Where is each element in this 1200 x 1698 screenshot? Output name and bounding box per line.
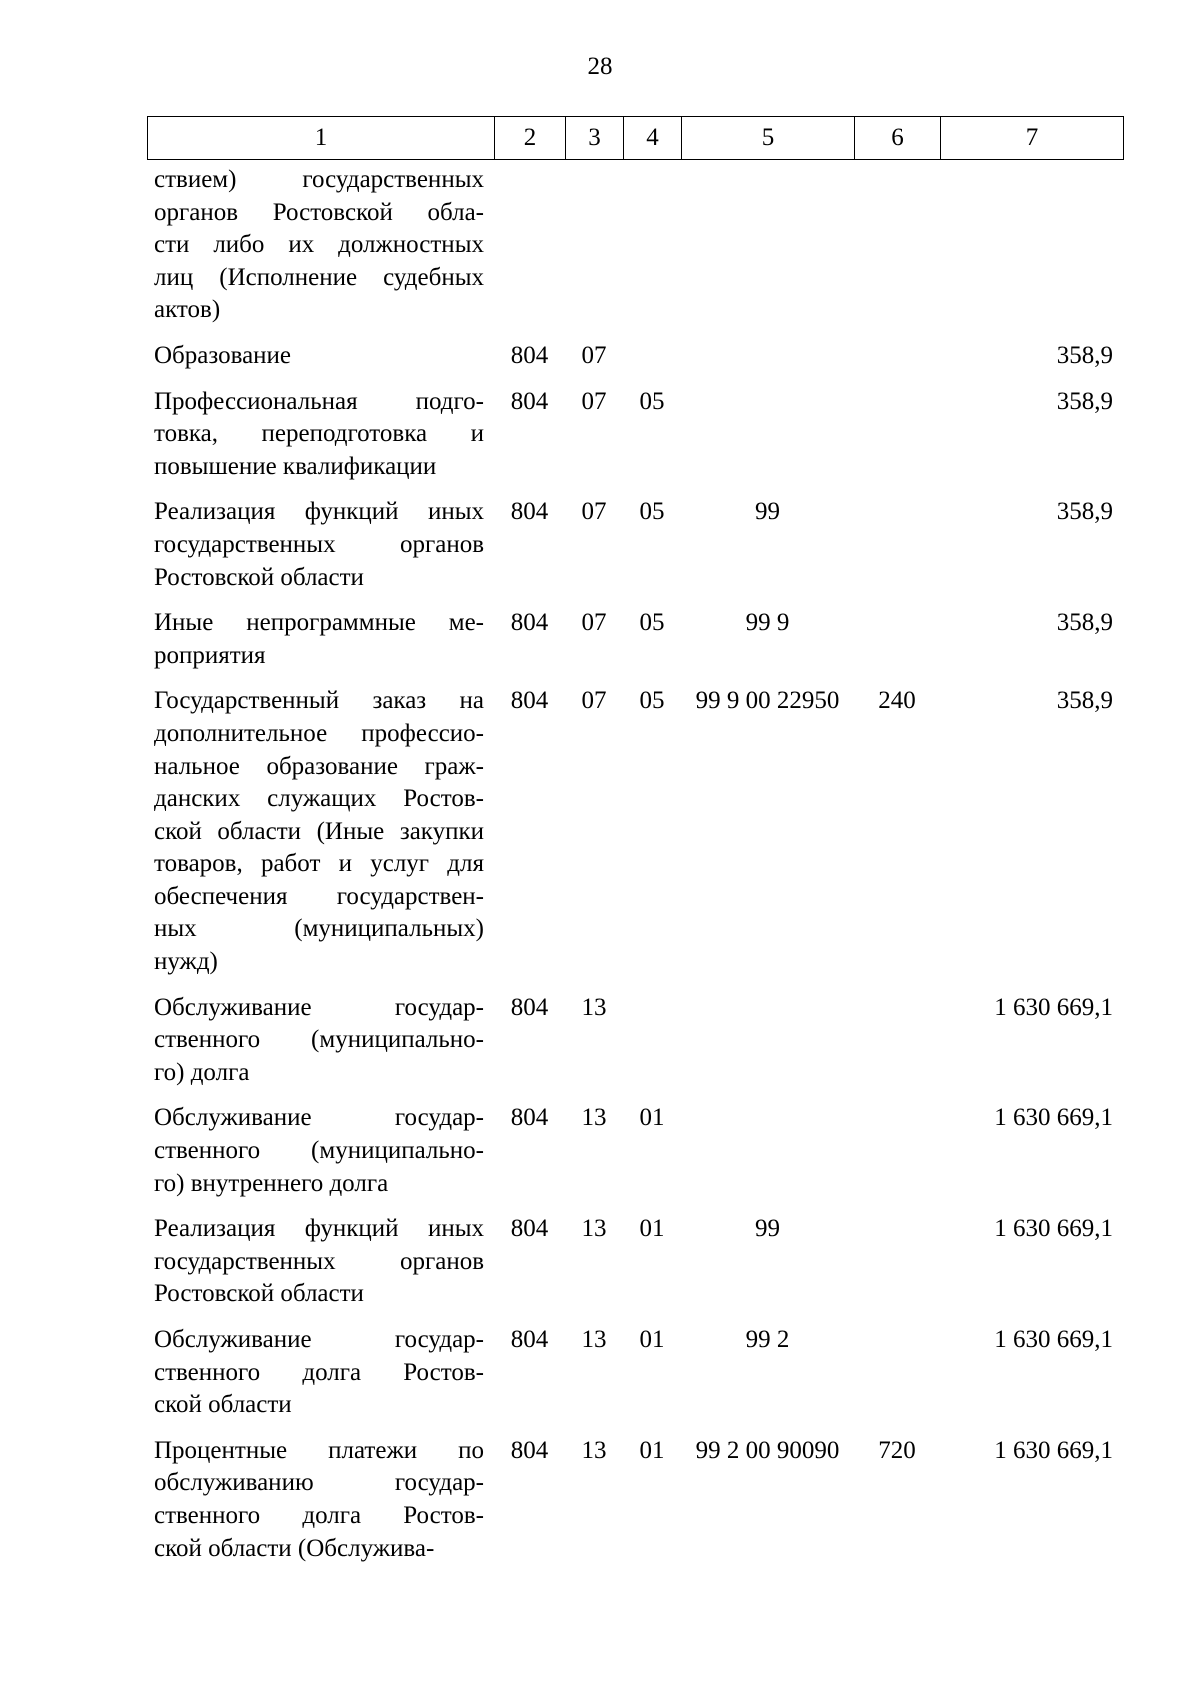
row-name-line: Обслуживание государ- [154,1104,484,1132]
row-chapter-code: 13 [581,1215,607,1243]
row-section-code: 804 [510,993,549,1021]
row-name-line: Ростовской области [154,1280,364,1308]
row-section-code: 804 [510,1436,549,1464]
header-col-4: 4 [624,117,682,160]
header-col-2: 2 [495,117,566,160]
row-name-line: Реализация функций иных [154,1215,484,1243]
row-name [147,1213,494,1311]
row-amount: 1 630 669,1 [994,993,1113,1021]
row-chapter-code: 13 [581,1104,607,1132]
row-name-line: го) долга [154,1058,250,1086]
row-name-line: обеспечения государствен- [154,882,484,910]
row-name-line: Ростовской области [154,563,364,591]
row-target-article: 99 9 [745,609,790,637]
row-subsection-code: 05 [639,609,665,637]
row-name-line: актов) [154,296,221,324]
row-target-article: 99 [755,498,780,526]
row-name [147,607,494,672]
header-col-3: 3 [566,117,624,160]
row-section-code: 804 [510,387,549,415]
row-amount: 1 630 669,1 [994,1326,1113,1353]
row-amount: 358,9 [1056,498,1113,526]
row-section-code: 804 [510,1104,549,1132]
row-subsection-code: 01 [639,1215,665,1243]
row-amount: 358,9 [1056,387,1113,415]
row-name-line: органов Ростовской обла- [154,198,484,226]
row-name [147,1435,494,1565]
row-target-article: 99 2 [745,1326,790,1353]
row-section-code: 804 [510,609,549,637]
table-body [147,164,1123,1565]
row-section-code: 804 [510,687,549,715]
row-section-code: 804 [510,341,549,369]
header-col-5: 5 [682,117,855,160]
row-name-line: государственных органов [154,530,484,558]
row-name [147,496,494,594]
table-row [147,340,1123,373]
row-chapter-code: 13 [581,1436,607,1464]
table-row [147,1435,1123,1565]
row-subsection-code: 01 [639,1436,665,1464]
row-name-line: ской области (Иные закупки [154,817,484,845]
row-name-line: товаров, работ и услуг для [154,850,484,878]
row-name-line: Реализация функций иных [154,498,484,526]
row-subsection-code: 01 [639,1104,665,1132]
row-amount: 1 630 669,1 [994,1104,1113,1132]
header-col-1: 1 [148,117,495,160]
row-amount: 358,9 [1056,341,1113,369]
row-name [147,164,494,327]
row-name-line: ской области [154,1391,292,1419]
row-name-line: государственных органов [154,1247,484,1275]
row-target-article: 99 [755,1215,780,1243]
row-section-code: 804 [510,1326,549,1353]
row-name-line: нужд) [154,948,218,976]
row-chapter-code: 07 [581,341,607,369]
row-name [147,685,494,978]
row-subsection-code: 05 [639,498,665,526]
row-target-article: 99 2 00 90090 [695,1436,840,1464]
row-name-line: ственного долга Ростов- [154,1358,484,1386]
row-name-line: Профессиональная подго- [154,387,484,415]
row-section-code: 804 [510,498,549,526]
table-row [147,386,1123,484]
row-name [147,1324,494,1422]
row-name-line: товка, переподготовка и [154,420,484,448]
row-name-line: дополнительное профессио- [154,719,484,747]
header-col-7: 7 [941,117,1124,160]
row-name-line: роприятия [154,641,266,669]
row-name-line: Обслуживание государ- [154,1326,484,1353]
row-target-article: 99 9 00 22950 [695,687,840,715]
page-number: 28 [587,53,613,80]
row-amount: 358,9 [1056,687,1113,715]
row-subsection-code: 05 [639,387,665,415]
row-name-line: Образование [154,341,292,369]
row-subsection-code: 01 [639,1326,665,1353]
row-name-line: лиц (Исполнение судебных [154,263,484,291]
table-row [147,607,1123,672]
row-expense-type: 240 [878,687,916,715]
table-row [147,1324,1123,1422]
row-name-line: сти либо их должностных [154,231,484,259]
row-name-line: ской области (Обслужива- [154,1534,435,1562]
row-expense-type: 720 [878,1436,916,1464]
row-name [147,1102,494,1200]
row-name-line: данских служащих Ростов- [154,785,484,813]
table-header [147,116,1124,160]
row-name-line: нальное образование граж- [154,752,484,780]
row-name-line: Иные непрограммные ме- [154,609,484,637]
row-name-line: ных (муниципальных) [154,915,484,943]
row-name-line: Государственный заказ на [154,687,484,715]
row-chapter-code: 07 [581,387,607,415]
row-name-line: ственного (муниципально- [154,1026,484,1054]
table-row [147,992,1123,1090]
row-amount: 1 630 669,1 [994,1215,1113,1243]
row-name [147,340,494,373]
row-name [147,386,494,484]
row-name-line: ственного долга Ростов- [154,1501,484,1529]
table-row [147,1213,1123,1311]
row-subsection-code: 05 [639,687,665,715]
row-chapter-code: 07 [581,687,607,715]
row-name-line: ствием) государственных [154,166,484,193]
row-chapter-code: 07 [581,498,607,526]
row-name-line: повышение квалификации [154,452,437,480]
row-name-line: Обслуживание государ- [154,993,484,1021]
table-row [147,685,1123,978]
table-row [147,496,1123,594]
row-name [147,992,494,1090]
header-col-6: 6 [855,117,941,160]
row-name-line: го) внутреннего долга [154,1169,389,1197]
row-section-code: 804 [510,1215,549,1243]
row-name-line: ственного (муниципально- [154,1137,484,1165]
row-name-line: Процентные платежи по [154,1436,484,1464]
row-chapter-code: 07 [581,609,607,637]
row-amount: 1 630 669,1 [994,1436,1113,1464]
row-chapter-code: 13 [581,993,607,1021]
table-row [147,164,1123,327]
row-amount: 358,9 [1056,609,1113,637]
table-row [147,1102,1123,1200]
row-chapter-code: 13 [581,1326,607,1353]
row-name-line: обслуживанию государ- [154,1469,484,1497]
